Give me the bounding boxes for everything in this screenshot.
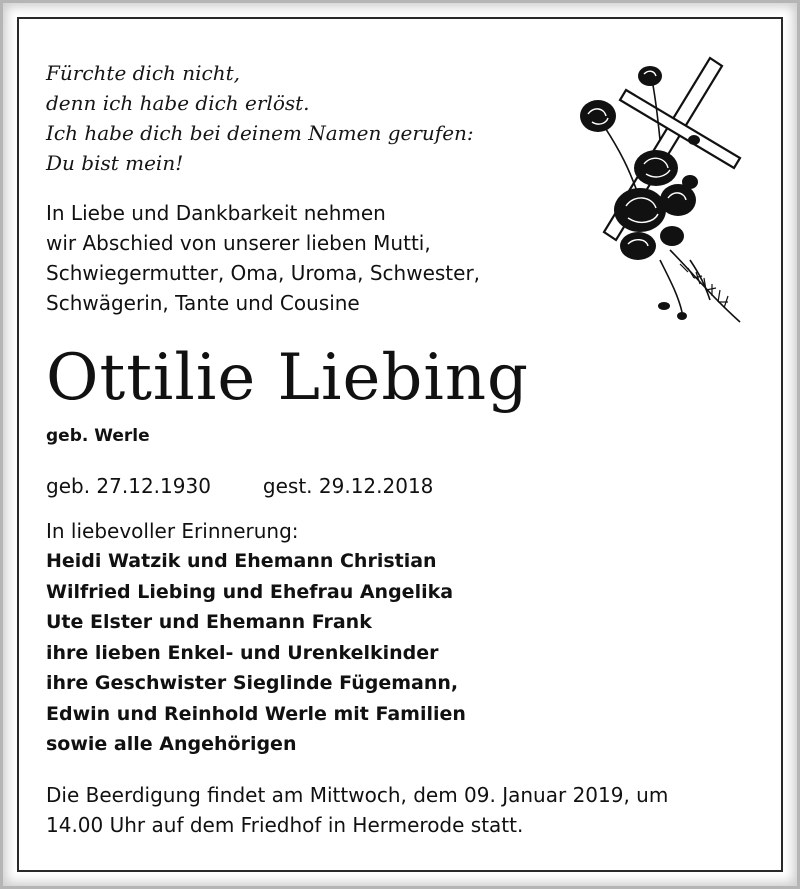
- funeral-line: Die Beerdigung findet am Mittwoch, dem 09. Januar 2019, um: [46, 783, 669, 807]
- deceased-name: Ottilie Liebing: [46, 341, 529, 415]
- verse-line: Du bist mein!: [46, 151, 184, 175]
- intro-line: Schwägerin, Tante und Cousine: [46, 291, 360, 315]
- mourners-list: [46, 546, 466, 760]
- bible-verse: [46, 58, 474, 178]
- life-dates: [46, 472, 433, 500]
- intro-line: In Liebe und Dankbarkeit nehmen: [46, 201, 386, 225]
- cross-with-roses-icon: [560, 50, 750, 330]
- mourner-line: ihre lieben Enkel- und Urenkelkinder: [46, 641, 439, 664]
- mourner-line: Edwin und Reinhold Werle mit Familien: [46, 702, 466, 725]
- death-date: gest. 29.12.2018: [262, 474, 434, 498]
- mourner-line: Wilfried Liebing und Ehefrau Angelika: [46, 580, 454, 603]
- funeral-line: 14.00 Uhr auf dem Friedhof in Hermerode statt.: [46, 813, 524, 837]
- intro-line: Schwiegermutter, Oma, Uroma, Schwester,: [46, 261, 481, 285]
- mourner-line: sowie alle Angehörigen: [46, 733, 297, 755]
- intro-line: wir Abschied von unserer lieben Mutti,: [46, 231, 431, 255]
- verse-line: denn ich habe dich erlöst.: [46, 91, 310, 115]
- birth-date: geb. 27.12.1930: [46, 474, 211, 498]
- mourner-line: ihre Geschwister Sieglinde Fügemann,: [46, 672, 459, 694]
- intro-text: [46, 198, 480, 318]
- verse-line: Fürchte dich nicht,: [46, 61, 241, 85]
- mourner-line: Ute Elster und Ehemann Frank: [46, 611, 372, 633]
- memory-heading: In liebevoller Erinnerung:: [46, 519, 299, 543]
- verse-line: Ich habe dich bei deinem Namen gerufen:: [46, 121, 474, 145]
- maiden-name: geb. Werle: [46, 426, 150, 446]
- mourner-line: Heidi Watzik und Ehemann Christian: [46, 550, 437, 572]
- funeral-info: [46, 780, 668, 840]
